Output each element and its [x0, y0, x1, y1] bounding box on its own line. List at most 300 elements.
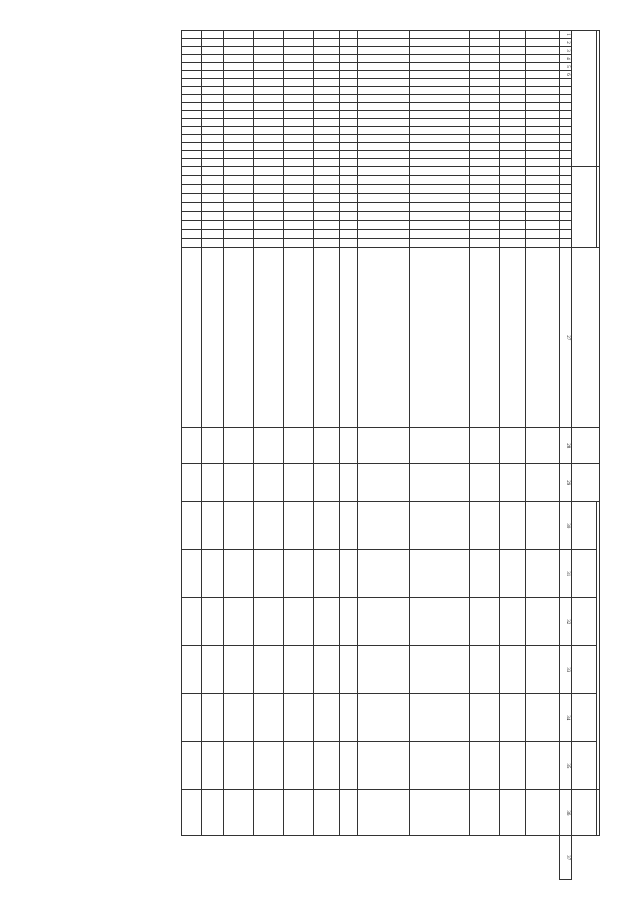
code-cell [410, 221, 470, 230]
code-cell [410, 111, 470, 119]
table-row [284, 31, 314, 880]
code-cell [358, 221, 410, 230]
name-cell [470, 248, 500, 428]
code-cell [526, 31, 560, 39]
code-cell [202, 47, 224, 55]
code-cell [340, 55, 358, 63]
code-cell [470, 176, 500, 185]
code-cell [314, 87, 340, 95]
code-cell [340, 212, 358, 221]
code-cell [202, 63, 224, 71]
year-value-cell [224, 742, 254, 790]
code-cell [526, 63, 560, 71]
code-cell [470, 230, 500, 239]
code-cell [526, 212, 560, 221]
year-value-cell [526, 502, 560, 550]
code-cell [358, 47, 410, 55]
year-value-cell [224, 502, 254, 550]
code-cell [182, 127, 202, 135]
base-value-cell [224, 464, 254, 502]
code-cell [526, 71, 560, 79]
code-cell [202, 151, 224, 159]
final-value-cell [284, 790, 314, 836]
code-cell [358, 176, 410, 185]
code-cell [224, 185, 254, 194]
code-cell [340, 95, 358, 103]
code-cell [202, 230, 224, 239]
year-value-cell [202, 502, 224, 550]
base-value-cell [526, 464, 560, 502]
code-cell [182, 135, 202, 143]
code-cell [340, 221, 358, 230]
code-cell [284, 39, 314, 47]
code-cell [410, 151, 470, 159]
unit-cell [314, 428, 340, 464]
code-cell [500, 221, 526, 230]
year-value-cell [224, 598, 254, 646]
code-cell [314, 151, 340, 159]
code-cell [254, 79, 284, 87]
code-cell [470, 143, 500, 151]
code-cell [182, 103, 202, 111]
code-cell [470, 111, 500, 119]
base-value-cell [500, 464, 526, 502]
code-cell [182, 39, 202, 47]
code-cell [500, 167, 526, 176]
code-cell [358, 203, 410, 212]
code-cell [314, 185, 340, 194]
code-cell [470, 239, 500, 248]
code-cell [500, 55, 526, 63]
year-value-cell [254, 502, 284, 550]
year-value-cell [358, 550, 410, 598]
year-value-cell [182, 742, 202, 790]
final-value-cell [526, 790, 560, 836]
column-index-cell [560, 203, 572, 212]
unit-cell [340, 428, 358, 464]
column-index-cell: 34 [560, 694, 572, 742]
name-cell [314, 248, 340, 428]
base-value-cell [340, 464, 358, 502]
code-cell [526, 239, 560, 248]
year-value-cell [526, 550, 560, 598]
year-value-cell [470, 598, 500, 646]
code-cell [358, 103, 410, 111]
code-cell [410, 63, 470, 71]
year-value-cell [410, 694, 470, 742]
code-cell [340, 143, 358, 151]
code-cell [182, 221, 202, 230]
column-index-cell [560, 87, 572, 95]
code-cell [224, 176, 254, 185]
code-cell [224, 143, 254, 151]
final-value-cell [254, 790, 284, 836]
code-cell [314, 103, 340, 111]
code-cell [254, 71, 284, 79]
code-cell [500, 185, 526, 194]
code-cell [284, 87, 314, 95]
final-value-cell [358, 790, 410, 836]
column-index-cell [560, 135, 572, 143]
code-cell [314, 39, 340, 47]
code-cell [202, 135, 224, 143]
code-cell [284, 135, 314, 143]
code-cell [314, 47, 340, 55]
column-index-cell: 2 [560, 39, 572, 47]
code-cell [314, 127, 340, 135]
header-program-subcols [572, 167, 597, 248]
name-cell [224, 248, 254, 428]
code-cell [314, 221, 340, 230]
unit-cell [410, 428, 470, 464]
column-index-cell [560, 239, 572, 248]
code-cell [224, 47, 254, 55]
column-index-cell: 28 [560, 428, 572, 464]
final-value-cell [500, 790, 526, 836]
code-cell [182, 31, 202, 39]
code-cell [202, 111, 224, 119]
base-value-cell [358, 464, 410, 502]
final-value-cell [470, 790, 500, 836]
code-cell [470, 55, 500, 63]
code-cell [410, 95, 470, 103]
year-value-cell [340, 646, 358, 694]
code-cell [470, 203, 500, 212]
code-cell [202, 212, 224, 221]
header-final [597, 790, 600, 836]
year-value-cell [470, 694, 500, 742]
unit-cell [284, 428, 314, 464]
code-cell [470, 167, 500, 176]
code-cell [224, 159, 254, 167]
code-cell [340, 151, 358, 159]
code-cell [314, 239, 340, 248]
code-cell [254, 47, 284, 55]
code-cell [224, 63, 254, 71]
code-cell [314, 176, 340, 185]
code-cell [358, 95, 410, 103]
table-row [470, 31, 500, 880]
code-cell [526, 79, 560, 87]
final-value-cell [410, 790, 470, 836]
year-value-cell [284, 646, 314, 694]
code-cell [526, 151, 560, 159]
code-cell [182, 79, 202, 87]
code-cell [254, 212, 284, 221]
code-cell [314, 212, 340, 221]
code-cell [284, 185, 314, 194]
header-year [572, 598, 597, 646]
code-cell [470, 185, 500, 194]
year-value-cell [182, 502, 202, 550]
code-cell [410, 143, 470, 151]
year-value-cell [254, 646, 284, 694]
code-cell [284, 79, 314, 87]
column-index-cell: 4 [560, 55, 572, 63]
year-value-cell [500, 742, 526, 790]
code-cell [254, 151, 284, 159]
code-cell [340, 119, 358, 127]
unit-cell [254, 428, 284, 464]
code-cell [224, 221, 254, 230]
code-cell [410, 119, 470, 127]
code-cell [254, 119, 284, 127]
code-cell [410, 103, 470, 111]
code-cell [526, 55, 560, 63]
code-cell [284, 203, 314, 212]
table-row [340, 31, 358, 880]
year-value-cell [182, 550, 202, 598]
code-cell [500, 103, 526, 111]
code-cell [470, 151, 500, 159]
code-cell [202, 79, 224, 87]
year-value-cell [500, 694, 526, 742]
code-cell [182, 212, 202, 221]
code-cell [500, 95, 526, 103]
code-cell [224, 95, 254, 103]
base-value-cell [182, 464, 202, 502]
code-cell [202, 159, 224, 167]
code-cell [314, 71, 340, 79]
code-cell [182, 230, 202, 239]
column-index-cell [560, 103, 572, 111]
code-cell [284, 212, 314, 221]
code-cell [314, 167, 340, 176]
table-row [358, 31, 410, 880]
code-cell [224, 151, 254, 159]
code-cell [340, 79, 358, 87]
column-index-cell: 35 [560, 742, 572, 790]
code-cell [254, 111, 284, 119]
year-value-cell [526, 742, 560, 790]
column-index-cell [560, 151, 572, 159]
code-cell [526, 185, 560, 194]
code-cell [526, 95, 560, 103]
code-cell [254, 31, 284, 39]
column-index-cell: 33 [560, 646, 572, 694]
code-cell [254, 103, 284, 111]
code-cell [224, 103, 254, 111]
code-cell [358, 159, 410, 167]
code-cell [500, 143, 526, 151]
code-cell [182, 111, 202, 119]
code-cell [340, 47, 358, 55]
year-value-cell [470, 742, 500, 790]
code-cell [470, 221, 500, 230]
code-cell [284, 221, 314, 230]
column-index-cell [560, 79, 572, 87]
code-cell [500, 71, 526, 79]
header-year [572, 502, 597, 550]
code-cell [526, 39, 560, 47]
column-index-cell [560, 111, 572, 119]
code-cell [410, 79, 470, 87]
code-cell [182, 47, 202, 55]
code-cell [182, 143, 202, 151]
code-cell [340, 103, 358, 111]
year-value-cell [224, 550, 254, 598]
year-value-cell [526, 646, 560, 694]
base-value-cell [254, 464, 284, 502]
code-cell [182, 63, 202, 71]
code-cell [182, 159, 202, 167]
code-cell [410, 167, 470, 176]
code-cell [284, 194, 314, 203]
code-cell [314, 95, 340, 103]
year-value-cell [410, 742, 470, 790]
code-cell [410, 47, 470, 55]
code-cell [500, 159, 526, 167]
code-cell [224, 203, 254, 212]
column-index-cell: 1 [560, 31, 572, 39]
year-value-cell [314, 742, 340, 790]
unit-cell [526, 428, 560, 464]
table-row [314, 31, 340, 880]
header-unit [572, 428, 600, 464]
code-cell [284, 71, 314, 79]
year-value-cell [470, 646, 500, 694]
header-budget-subcols [572, 31, 597, 167]
column-index-row [560, 31, 572, 880]
code-cell [340, 71, 358, 79]
base-value-cell [314, 464, 340, 502]
code-cell [224, 167, 254, 176]
code-cell [314, 194, 340, 203]
code-cell [284, 31, 314, 39]
year-value-cell [410, 502, 470, 550]
code-cell [314, 230, 340, 239]
code-cell [182, 194, 202, 203]
column-index-cell: 5 [560, 63, 572, 71]
column-index-cell [560, 212, 572, 221]
code-cell [358, 230, 410, 239]
column-index-cell [560, 159, 572, 167]
unit-cell [224, 428, 254, 464]
column-index-cell: 36 [560, 790, 572, 836]
name-cell [526, 248, 560, 428]
final-value-cell [224, 790, 254, 836]
unit-cell [202, 428, 224, 464]
column-index-cell: 29 [560, 464, 572, 502]
base-value-cell [202, 464, 224, 502]
header-financing-2013 [572, 464, 600, 502]
table-row [254, 31, 284, 880]
final-value-cell [340, 790, 358, 836]
code-cell [284, 103, 314, 111]
code-cell [202, 55, 224, 63]
header-name [572, 248, 600, 428]
code-cell [340, 39, 358, 47]
final-value-cell [182, 790, 202, 836]
code-cell [224, 55, 254, 63]
code-cell [224, 111, 254, 119]
code-cell [470, 135, 500, 143]
code-cell [470, 31, 500, 39]
code-cell [500, 203, 526, 212]
code-cell [224, 87, 254, 95]
code-cell [224, 127, 254, 135]
year-value-cell [358, 694, 410, 742]
code-cell [500, 31, 526, 39]
code-cell [410, 31, 470, 39]
code-cell [410, 135, 470, 143]
code-cell [470, 71, 500, 79]
code-cell [284, 230, 314, 239]
table-row [182, 31, 202, 880]
code-cell [470, 103, 500, 111]
code-cell [254, 194, 284, 203]
column-index-cell: 3 [560, 47, 572, 55]
column-index-cell: 27 [560, 248, 572, 428]
code-cell [284, 151, 314, 159]
code-cell [358, 135, 410, 143]
code-cell [224, 119, 254, 127]
code-cell [358, 31, 410, 39]
code-cell [254, 143, 284, 151]
column-index-cell [560, 119, 572, 127]
code-cell [314, 63, 340, 71]
code-cell [470, 194, 500, 203]
column-index-cell [560, 176, 572, 185]
code-cell [284, 159, 314, 167]
year-value-cell [470, 550, 500, 598]
code-cell [500, 127, 526, 135]
code-cell [314, 111, 340, 119]
year-value-cell [340, 598, 358, 646]
year-value-cell [500, 646, 526, 694]
column-index-cell [560, 221, 572, 230]
year-value-cell [202, 742, 224, 790]
code-cell [410, 194, 470, 203]
code-cell [314, 119, 340, 127]
code-cell [358, 127, 410, 135]
code-cell [410, 230, 470, 239]
code-cell [284, 127, 314, 135]
name-cell [500, 248, 526, 428]
final-value-cell [202, 790, 224, 836]
code-cell [340, 159, 358, 167]
code-cell [500, 79, 526, 87]
code-cell [526, 135, 560, 143]
code-cell [314, 79, 340, 87]
code-cell [254, 230, 284, 239]
year-value-cell [284, 694, 314, 742]
year-value-cell [254, 742, 284, 790]
code-cell [284, 55, 314, 63]
code-cell [410, 239, 470, 248]
code-cell [340, 176, 358, 185]
code-cell [284, 111, 314, 119]
unit-cell [358, 428, 410, 464]
column-index-cell [560, 143, 572, 151]
column-index-cell [560, 127, 572, 135]
code-cell [254, 176, 284, 185]
code-cell [500, 239, 526, 248]
table-row [410, 31, 470, 880]
code-cell [340, 239, 358, 248]
header-budget-codes [597, 31, 600, 167]
code-cell [500, 39, 526, 47]
code-cell [500, 63, 526, 71]
code-cell [500, 212, 526, 221]
code-cell [284, 63, 314, 71]
code-cell [410, 159, 470, 167]
code-cell [254, 87, 284, 95]
code-cell [500, 135, 526, 143]
name-cell [340, 248, 358, 428]
column-index-cell [560, 95, 572, 103]
table-row [202, 31, 224, 880]
